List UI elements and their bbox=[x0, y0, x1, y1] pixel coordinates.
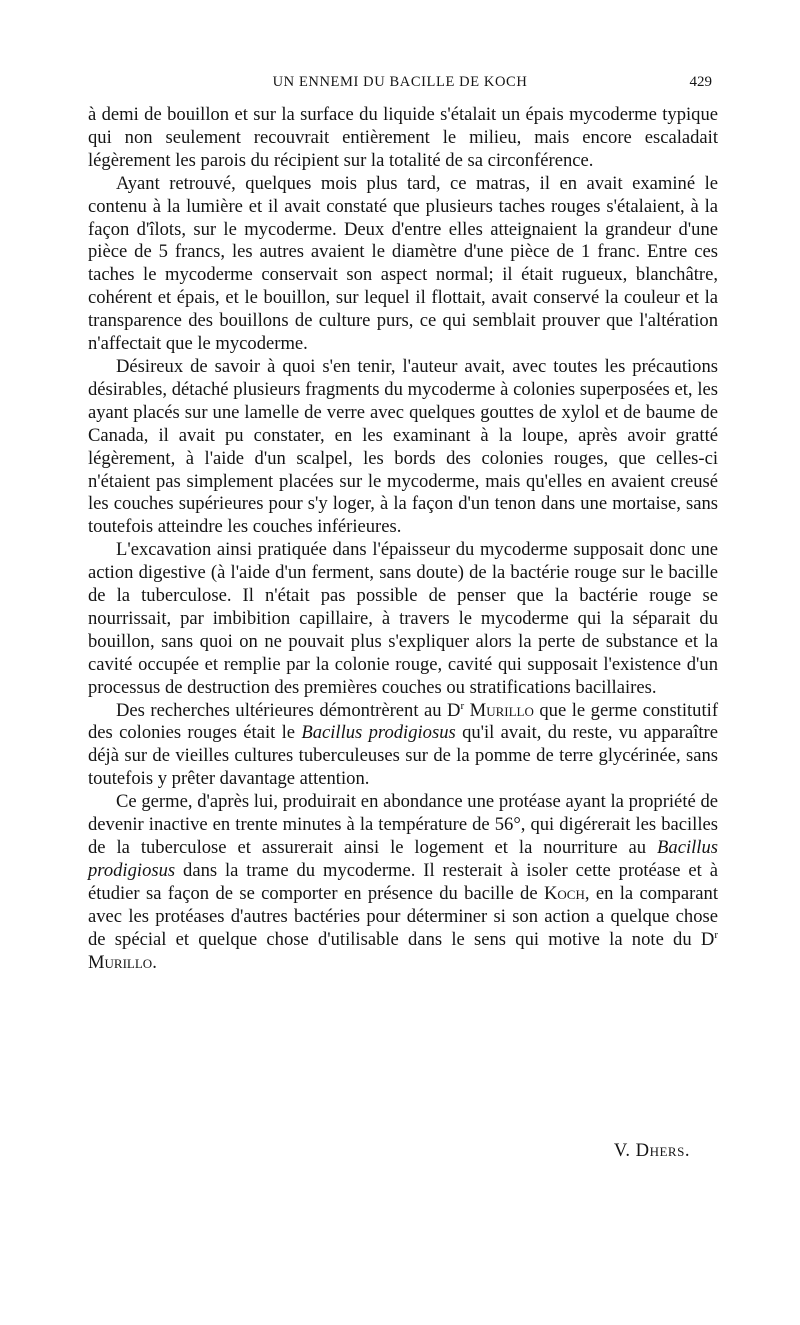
paragraph-observation: Ayant retrouvé, quelques mois plus tard, ce matras, il en avait examiné le contenu à la lumière et il avait constaté que plusieurs taches rouges s'étalaient, à la façon d'îlots, sur le mycoderme. Deux d'entre elles atteignaient la grandeur d'une pièce de 5 francs, les autres avaient le diamètre d'une pièce de 1 franc. Entre ces taches le mycoderme conservait son aspect normal; il était rugueux, blanchâtre, cohérent et épais, et le bouillon, sur lequel il flottait, avait conservé la couleur et la transparence des bouillons de culture purs, ce qui semblait prouver que l'altération n'affectait que le mycoderme. bbox=[88, 172, 718, 355]
paragraph-examination: Désireux de savoir à quoi s'en tenir, l'auteur avait, avec toutes les précautions désirables, détaché plusieurs fragments du mycoderme à colonies superposées et, les ayant placés sur une lamelle de verre avec quelques gouttes de xylol et de baume de Canada, il avait pu constater, en les examinant à la loupe, après avoir gratté légèrement, à l'aide d'un scalpel, les bords des colonies rouges, que celles-ci n'étaient pas simplement placées sur le mycoderme, mais qu'elles en avaient creusé les couches supérieures pour s'y loger, à la façon d'un tenon dans une mortaise, sans toutefois atteindre les couches inférieures. bbox=[88, 355, 718, 538]
author-name-murillo: Murillo bbox=[469, 699, 534, 721]
text-run: qu'il avait, du reste, vu apparaître déjà sur de vieilles cultures tuberculeuses sur de la pomme de terre glycérinée, sans toutefois y prêter davantage attention. bbox=[88, 722, 718, 790]
text-run: , en la comparant avec les protéases d'autres bactéries pour déterminer si son action a quelque chose de spécial et quelque chose d'utilisable dans le sens qui motive la note du D bbox=[88, 882, 718, 950]
text-run: Des recherches ultérieures démontrèrent au D bbox=[116, 699, 461, 721]
author-name-koch: Koch bbox=[543, 882, 585, 904]
paragraph-continuation: à demi de bouillon et sur la surface du liquide s'étalait un épais mycoderme typique qui non seulement recouvrait entièrement le milieu, mais encore escaladait légèrement les parois du récipient sur la totalité de sa circonférence. bbox=[88, 104, 718, 171]
signature-initial: V. bbox=[613, 1140, 636, 1161]
article-body bbox=[88, 104, 718, 974]
author-name-murillo: Murillo bbox=[88, 951, 153, 973]
paragraph-excavation: L'excavation ainsi pratiquée dans l'épaisseur du mycoderme supposait donc une action digestive (à l'aide d'un ferment, sans doute) de la bactérie rouge sur le bacille de la tuberculose. Il n'était pas possible de penser que la bactérie rouge se nourrissait, par imbibition capillaire, à travers le mycoderme qui la séparait du bouillon, sans quoi on ne pouvait plus s'expliquer alors la perte de substance et la cavité occupée et remplie par la colonie rouge, cavité qui supposait l'existence d'un processus de destruction des premières couches ou stratifications bacillaires. bbox=[88, 539, 718, 698]
signature-name: Dhers bbox=[635, 1140, 685, 1161]
page-number: 429 bbox=[689, 74, 712, 90]
superscript-r: r bbox=[714, 928, 718, 941]
text-run: dans la trame du mycoderme. Il resterait à isoler cette protéase et à étudier sa façon de se comporter en présence du bacille de bbox=[88, 859, 718, 904]
page-header bbox=[88, 70, 712, 96]
species-name: Bacillus prodigiosus bbox=[301, 722, 456, 744]
species-name: Bacillus prodigiosus bbox=[88, 837, 718, 881]
superscript-r: r bbox=[460, 699, 465, 712]
paragraph-research bbox=[88, 700, 718, 792]
text-run: . bbox=[152, 951, 157, 973]
paragraph-protease bbox=[88, 791, 718, 974]
running-title: UN ENNEMI DU BACILLE DE KOCH bbox=[272, 74, 528, 90]
text-run: Ce germe, d'après lui, produirait en abondance une protéase ayant la propriété de devenir inactive en trente minutes à la température de 56°, qui digérerait les bacilles de la tuberculose et assurerait ainsi le logement et la nourriture au bbox=[88, 791, 718, 858]
signature bbox=[614, 1140, 690, 1162]
text-run: que le germe constitutif des colonies rouges était le bbox=[88, 699, 719, 744]
signature-period: . bbox=[684, 1140, 690, 1161]
